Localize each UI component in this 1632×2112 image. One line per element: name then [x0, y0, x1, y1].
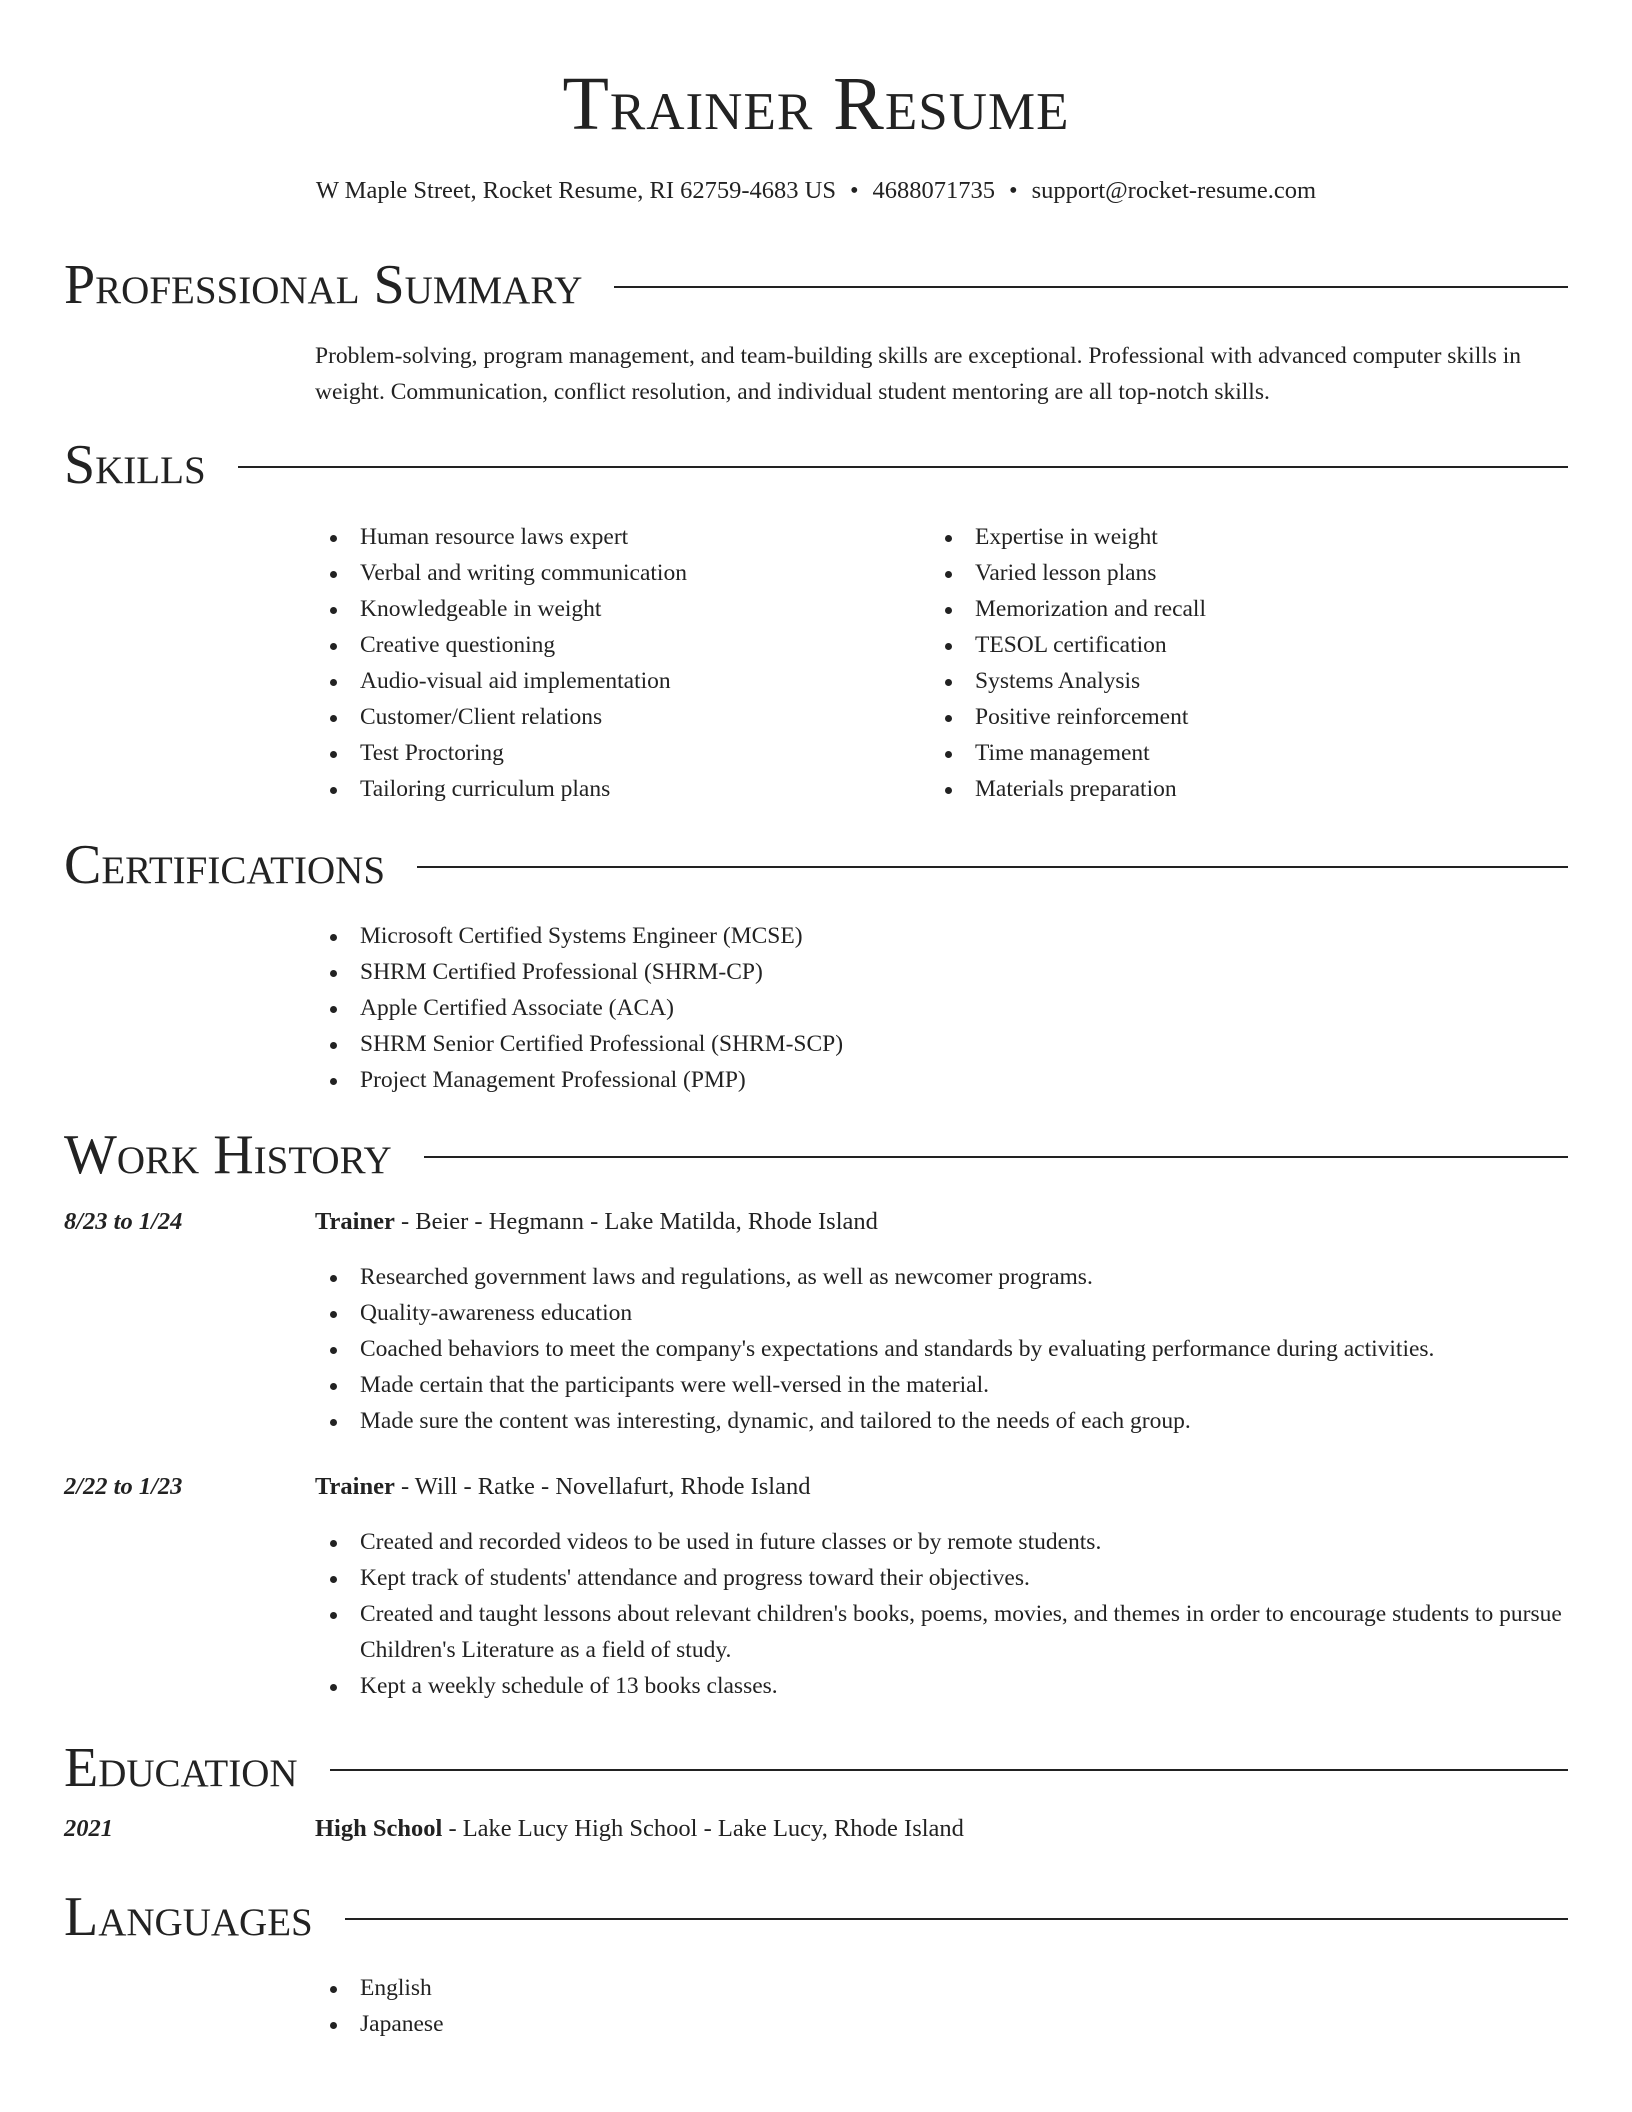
- resume-title: Trainer Resume: [562, 62, 1070, 146]
- job-bullet: Coached behaviors to meet the company's expectations and standards by evaluating performance during activities.: [315, 1331, 1575, 1367]
- skill-item: Varied lesson plans: [930, 555, 1550, 591]
- certification-item: SHRM Certified Professional (SHRM-CP): [315, 954, 1575, 990]
- section-title: Certifications: [64, 834, 386, 896]
- certification-item: Microsoft Certified Systems Engineer (MCSE): [315, 918, 1575, 954]
- job-dates: 8/23 to 1/24: [64, 1208, 183, 1235]
- section-title: Work History: [64, 1124, 392, 1186]
- skill-item: Expertise in weight: [930, 519, 1550, 555]
- skills-list-right: [930, 519, 1550, 807]
- education-degree: High School: [315, 1815, 443, 1842]
- skill-item: Time management: [930, 735, 1550, 771]
- education-school: - Lake Lucy High School - Lake Lucy, Rhode Island: [442, 1815, 964, 1842]
- section-divider: [424, 1156, 1568, 1158]
- section-title: Professional Summary: [64, 254, 583, 316]
- languages-list: [315, 1970, 1575, 2042]
- section-title: Education: [64, 1737, 298, 1799]
- contact-email: support@rocket-resume.com: [1031, 177, 1317, 204]
- job-dates: 2/22 to 1/23: [64, 1473, 183, 1500]
- skill-item: Systems Analysis: [930, 663, 1550, 699]
- skill-item: TESOL certification: [930, 627, 1550, 663]
- section-header-certifications: [64, 830, 1568, 900]
- summary-text: Problem-solving, program management, and team-building skills are exceptional. Professional with advanced computer skills in weight. Communication, conflict resolution, and individual student mentoring are all top-notch skills.: [315, 343, 1522, 405]
- job-title-line: [315, 1470, 810, 1504]
- job-title-line: [315, 1205, 878, 1239]
- job-bullet: Researched government laws and regulations, as well as newcomer programs.: [315, 1259, 1575, 1295]
- job-bullet: Created and taught lessons about relevant children's books, poems, movies, and themes in order to encourage students to pursue Children's Literature as a field of study.: [315, 1596, 1575, 1668]
- certification-item: Apple Certified Associate (ACA): [315, 990, 1575, 1026]
- job-bullets: [315, 1524, 1575, 1704]
- skill-item: Positive reinforcement: [930, 699, 1550, 735]
- skill-item: Memorization and recall: [930, 591, 1550, 627]
- certifications-list: [315, 918, 1575, 1098]
- section-header-languages: [64, 1882, 1568, 1952]
- skills-list-left: [315, 519, 915, 807]
- education-year: 2021: [64, 1815, 113, 1842]
- job-bullet: Created and recorded videos to be used in future classes or by remote students.: [315, 1524, 1575, 1560]
- skill-item: Audio-visual aid implementation: [315, 663, 915, 699]
- job-bullet: Kept a weekly schedule of 13 books classes.: [315, 1668, 1575, 1704]
- section-divider: [345, 1918, 1568, 1920]
- job-employer: - Will - Ratke - Novellafurt, Rhode Island: [394, 1473, 811, 1500]
- contact-phone: 4688071735: [872, 177, 996, 204]
- section-title: Skills: [64, 434, 206, 496]
- skill-item: Customer/Client relations: [315, 699, 915, 735]
- section-header-skills: [64, 430, 1568, 500]
- contact-line: [0, 175, 1632, 207]
- job-employer: - Beier - Hegmann - Lake Matilda, Rhode Island: [394, 1208, 878, 1235]
- section-divider: [238, 466, 1568, 468]
- education-line: [315, 1812, 964, 1846]
- section-header-summary: [64, 250, 1568, 320]
- certification-item: Project Management Professional (PMP): [315, 1062, 1575, 1098]
- job-title: Trainer: [315, 1208, 395, 1235]
- certification-item: SHRM Senior Certified Professional (SHRM-SCP): [315, 1026, 1575, 1062]
- section-divider: [330, 1769, 1568, 1771]
- skill-item: Human resource laws expert: [315, 519, 915, 555]
- contact-separator: •: [1009, 177, 1018, 204]
- language-item: Japanese: [315, 2006, 1575, 2042]
- section-header-work-history: [64, 1120, 1568, 1190]
- job-bullet: Made certain that the participants were well-versed in the material.: [315, 1367, 1575, 1403]
- job-bullet: Made sure the content was interesting, dynamic, and tailored to the needs of each group.: [315, 1403, 1575, 1439]
- skill-item: Creative questioning: [315, 627, 915, 663]
- job-bullet: Quality-awareness education: [315, 1295, 1575, 1331]
- section-divider: [417, 866, 1568, 868]
- skill-item: Test Proctoring: [315, 735, 915, 771]
- skill-item: Knowledgeable in weight: [315, 591, 915, 627]
- section-title: Languages: [64, 1886, 313, 1948]
- job-bullet: Kept track of students' attendance and progress toward their objectives.: [315, 1560, 1575, 1596]
- section-header-education: [64, 1733, 1568, 1803]
- language-item: English: [315, 1970, 1575, 2006]
- job-bullets: [315, 1259, 1575, 1439]
- skill-item: Verbal and writing communication: [315, 555, 915, 591]
- section-divider: [614, 286, 1568, 288]
- skill-item: Materials preparation: [930, 771, 1550, 807]
- skill-item: Tailoring curriculum plans: [315, 771, 915, 807]
- contact-separator: •: [849, 177, 859, 204]
- job-title: Trainer: [315, 1473, 395, 1500]
- contact-address: W Maple Street, Rocket Resume, RI 62759-4683 US: [315, 177, 836, 204]
